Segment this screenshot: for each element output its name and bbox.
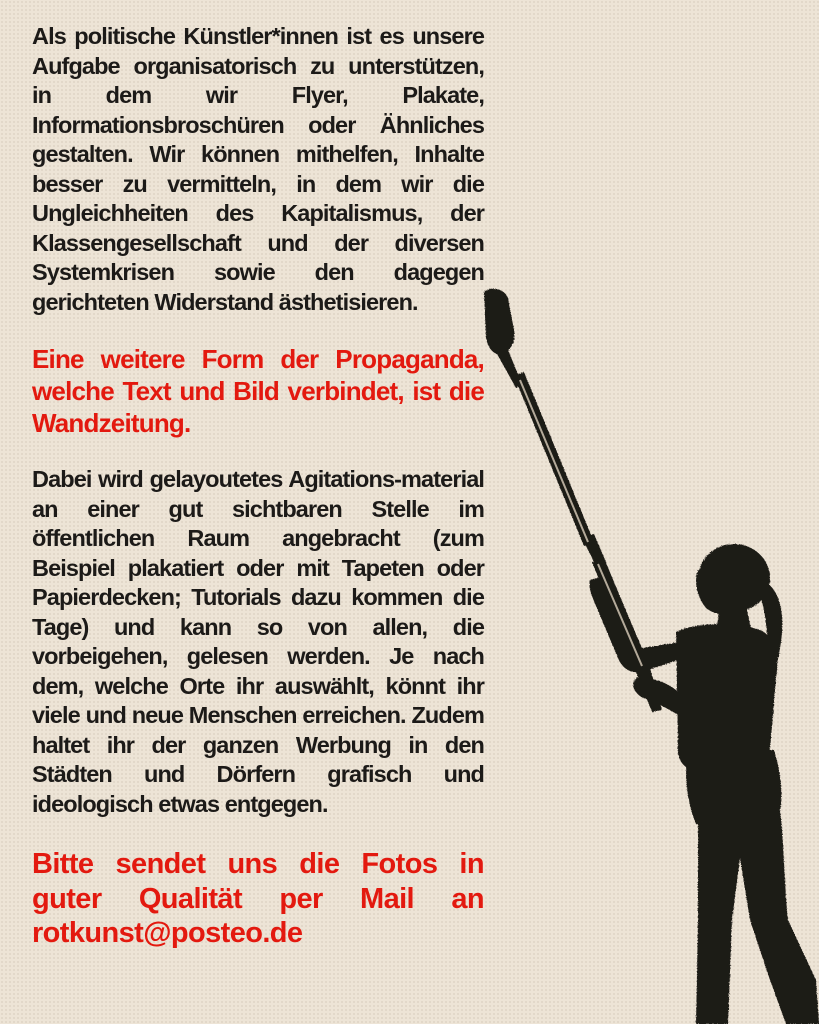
intro-paragraph: Als politische Künstler*innen ist es unsere Aufgabe organisatorisch zu unterstützen, in dem wir Flyer, Plakate, Informationsbroschüren oder Ähnliches gestalten. Wir können mithelfen, Inhalte besser zu vermitteln, in dem wir die Ungleichheiten des Kapitalismus, der Klassengesellschaft und der diversen Systemkrisen sowie den dagegen gerichteten Widerstand ästhetisieren. bbox=[32, 23, 484, 315]
contact-paragraph: Bitte sendet uns die Fotos in guter Qualität per Mail an rotkunst@posteo.de bbox=[32, 848, 484, 949]
body-paragraph: Dabei wird gelayoutetes Agitations-material an einer gut sichtbaren Stelle im öffentlichen Raum angebracht (zum Beispiel plakatiert oder mit Tapeten oder Papierdecken; Tutorials dazu kommen die Tage) und kann so von allen, die vorbeigehen, gelesen werden. Je nach dem, welche Orte ihr auswählt, könnt ihr viele und neue Menschen erreichen. Zudem haltet ihr der ganzen Werbung in den Städten und Dörfern grafisch und ideologisch etwas entgegen. bbox=[32, 466, 484, 817]
highlight-paragraph: Eine weitere Form der Propaganda, welche Text und Bild verbindet, ist die Wandzeitung. bbox=[32, 344, 484, 438]
text-column bbox=[32, 22, 484, 951]
silhouette-woman-with-paint-roller-icon bbox=[470, 280, 819, 1024]
